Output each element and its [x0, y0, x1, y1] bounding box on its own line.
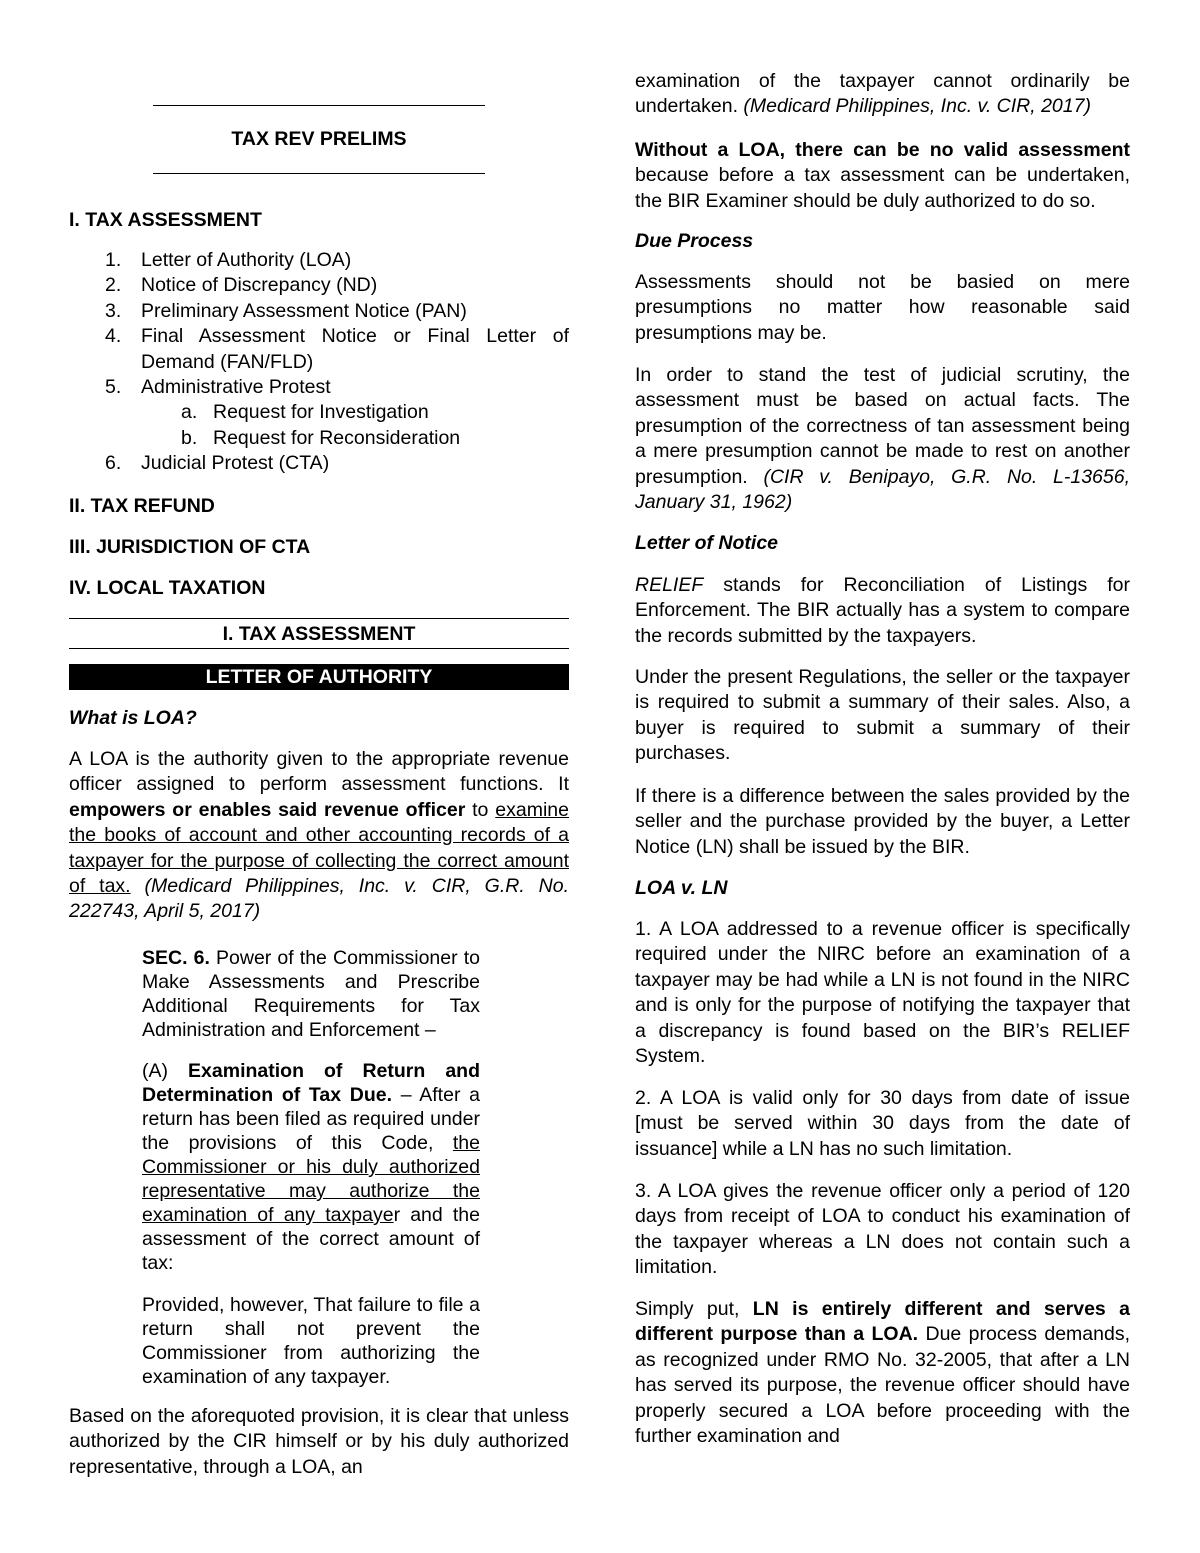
title-bottom-rule: [153, 173, 485, 174]
list-item: 3. Preliminary Assessment Notice (PAN): [105, 299, 467, 322]
letter-of-notice-heading: Letter of Notice: [635, 532, 779, 554]
without-loa-paragraph: Without a LOA, there can be no valid assessment because before a tax assessment can be undertaken, the BIR Examiner should be duly authorized to do so.: [635, 139, 1130, 212]
list-item: 1. Letter of Authority (LOA): [105, 249, 352, 271]
list-item: 5. Administrative Protest a. Request for Investigation b. Request for Reconsideration: [69, 375, 569, 451]
relief-paragraph: RELIEF stands for Reconciliation of Listings for Enforcement. The BIR actually has a system to compare the records submitted by the taxpayers.: [635, 574, 1130, 647]
due-process-heading: Due Process: [635, 230, 754, 252]
sub-list-item: a. Request for Investigation: [181, 401, 429, 424]
section-heading: I. TAX ASSESSMENT: [222, 623, 416, 645]
outline-heading: I. TAX ASSESSMENT: [69, 209, 262, 231]
outline-heading-4: IV. LOCAL TAXATION: [69, 577, 266, 599]
sub-list: [141, 400, 569, 451]
outline-heading-2: II. TAX REFUND: [69, 495, 215, 517]
regulations-paragraph: Under the present Regulations, the seller or the taxpayer is required to submit a summary of their sales. Also, a buyer is required to submit a summary of their purchases.: [635, 666, 1130, 765]
sec6-paragraph-a: (A) Examination of Return and Determination of Tax Due. – After a return has been filed as required under the provisions of this Code, the Commissioner or his duly authorized representative may authorize the examination of any taxpayer and the assessment of the correct amount of tax:: [142, 1060, 480, 1274]
list-item: 2. Notice of Discrepancy (ND): [105, 274, 378, 297]
page-title: TAX REV PRELIMS: [231, 128, 407, 150]
sub-list-item: b. Request for Reconsideration: [181, 426, 461, 449]
outline-heading-3: III. JURISDICTION OF CTA: [69, 536, 311, 558]
title-top-rule: [153, 105, 485, 106]
due-process-paragraph-1: Assessments should not be basied on mere presumptions no matter how reasonable said presumptions may be.: [635, 271, 1130, 344]
section-top-rule: [69, 618, 569, 619]
letter-of-authority-bar: LETTER OF AUTHORITY: [69, 664, 569, 690]
due-process-paragraph-2: In order to stand the test of judicial scrutiny, the assessment must be based on actual facts. The presumption of the correctness of tan assessment being a mere presumption cannot be made to rest on another presumption. (CIR v. Benipayo, G.R. No. L-13656, January 31, 1962): [635, 364, 1130, 514]
list-item: 6. Judicial Protest (CTA): [105, 452, 330, 475]
what-is-loa-paragraph: A LOA is the authority given to the appropriate revenue officer assigned to perform assessment functions. It empowers or enables said revenue officer to examine the books of account and other accounting records of a taxpayer for the purpose of collecting the correct amount of tax. (Medicard Philippines, Inc. v. CIR, G.R. No. 222743, April 5, 2017): [69, 748, 569, 923]
loa-v-ln-heading: LOA v. LN: [635, 877, 728, 899]
sec6-title: SEC. 6. Power of the Commissioner to Make Assessments and Prescribe Additional Requirements for Tax Administration and Enforcement –: [142, 947, 480, 1041]
outline-list: [69, 248, 569, 477]
comparison-point-1: 1. A LOA addressed to a revenue officer is specifically required under the NIRC before an examination of a taxpayer may be had while a LN is not found in the NIRC and is only for the purpose of notifying the taxpayer that a discrepancy is found based on the BIR’s RELIEF System.: [635, 918, 1130, 1068]
continuation-paragraph: examination of the taxpayer cannot ordinarily be undertaken. (Medicard Philippines, Inc. v. CIR, 2017): [635, 70, 1130, 118]
what-is-loa-heading: What is LOA?: [69, 707, 197, 729]
section-bottom-rule: [69, 648, 569, 649]
simply-put-paragraph: Simply put, LN is entirely different and serves a different purpose than a LOA. Due process demands, as recognized under RMO No. 32-2005, that after a LN has served its purpose, the revenue officer should have properly secured a LOA before proceeding with the further examination and: [635, 1298, 1131, 1448]
comparison-point-3: 3. A LOA gives the revenue officer only a period of 120 days from receipt of LOA to conduct his examination of the taxpayer whereas a LN does not contain such a limitation.: [635, 1180, 1130, 1279]
comparison-point-2: 2. A LOA is valid only for 30 days from date of issue [must be served within 30 days from the date of issuance] while a LN has no such limitation.: [635, 1087, 1130, 1160]
sec6-proviso: Provided, however, That failure to file a return shall not prevent the Commissioner from authorizing the examination of any taxpayer.: [142, 1294, 480, 1388]
difference-paragraph: If there is a difference between the sales provided by the seller and the purchase provided by the buyer, a Letter Notice (LN) shall be issued by the BIR.: [635, 785, 1130, 858]
based-paragraph: Based on the aforequoted provision, it is clear that unless authorized by the CIR himself or by his duly authorized representative, through a LOA, an: [69, 1405, 569, 1478]
list-item: 4. Final Assessment Notice or Final Letter of Demand (FAN/FLD): [105, 325, 569, 373]
